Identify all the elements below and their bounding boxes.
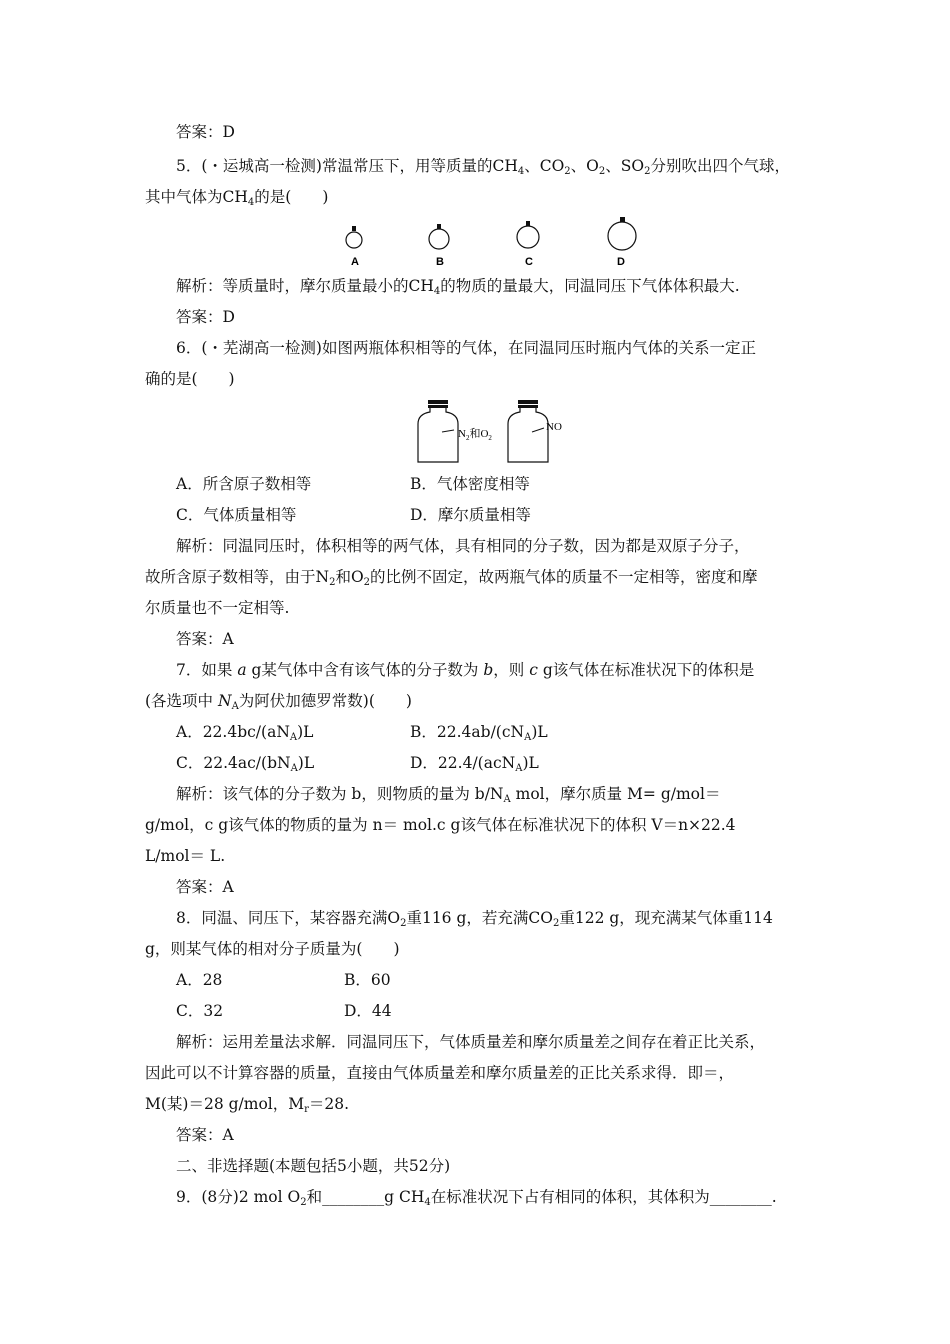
q7-stem-line2: (各选项中 $N_A$为阿伏加德罗常数)( ) [145, 692, 412, 712]
balloon-label-c: C [525, 256, 533, 268]
q7-analysis-line3: L/mol＝ L. [145, 847, 226, 865]
balloon-label-a: A [351, 256, 359, 268]
bottles-figure [412, 396, 582, 468]
q6-option-a: A．所含原子数相等 [176, 475, 312, 493]
balloon-c-icon [517, 221, 539, 248]
q6-option-b: B．气体密度相等 [410, 475, 530, 493]
q8-analysis-line2: 因此可以不计算容器的质量，直接由气体质量差和摩尔质量差的正比关系求得．即＝， [145, 1064, 735, 1082]
q5-answer: 答案：D [176, 308, 235, 326]
q8-analysis-line3: M(某)＝28 g/mol，$M_r=28$. [145, 1095, 350, 1115]
balloon-label-b: B [436, 256, 444, 268]
bottle1-label: $N_2$和$O_2$ [458, 428, 492, 442]
balloon-label-d: D [617, 256, 625, 268]
balloon-b-icon [429, 224, 449, 249]
q7-option-b: B．$22.4ab/(cN_A)L$ [410, 723, 548, 743]
bottle2-label: NO [546, 421, 562, 433]
q8-option-d: D．44 [344, 1002, 392, 1020]
q7-stem-line1: 7．如果 a g某气体中含有该气体的分子数为 b，则 c g该气体在标准状况下的体积是 [176, 661, 755, 679]
q6-stem-line1: 6．(・芜湖高一检测)如图两瓶体积相等的气体，在同温同压时瓶内气体的关系一定正 [176, 339, 756, 357]
q5-analysis: 解析：等质量时，摩尔质量最小的$CH_4$的物质的量最大，同温同压下气体体积最大. [176, 277, 740, 297]
q7-analysis-line2: g/mol，c g该气体的物质的量为 n＝ mol.c g该气体在标准状况下的体积 V＝n×22.4 [145, 816, 736, 834]
q8-analysis-line1: 解析：运用差量法求解．同温同压下，气体质量差和摩尔质量差之间存在着正比关系， [176, 1033, 766, 1051]
q6-answer: 答案：A [176, 630, 234, 648]
q5-stem-line2: 其中气体为$CH_4$的是( ) [145, 188, 329, 208]
q4-answer: 答案：D [176, 123, 235, 141]
q8-stem-line1: 8．同温、同压下，某容器充满$O_2$重116 g，若充满$CO_2$重122 g，现充满某气体重114 [176, 909, 773, 929]
balloon-d-icon [608, 217, 636, 250]
balloon-figure [330, 212, 650, 268]
balloon-a-icon [346, 226, 362, 248]
q7-answer: 答案：A [176, 878, 234, 896]
q6-analysis-line3: 尔质量也不一定相等. [145, 599, 290, 617]
q7-option-a: A．$22.4bc/(aN_A)L$ [176, 723, 314, 743]
q6-option-c: C．气体质量相等 [176, 506, 297, 524]
q8-option-a: A．28 [176, 971, 223, 989]
q8-answer: 答案：A [176, 1126, 234, 1144]
q6-analysis-line1: 解析：同温同压时，体积相等的两气体，具有相同的分子数，因为都是双原子分子， [176, 537, 750, 555]
section2-title: 二、非选择题(本题包括5小题，共52分) [176, 1157, 451, 1175]
bottle-n2-o2-icon [418, 400, 458, 462]
q8-stem-line2: g，则某气体的相对分子质量为( ) [145, 940, 400, 958]
q6-analysis-line2: 故所含原子数相等，由于$N_2$和$O_2$的比例不固定，故两瓶气体的质量不一定相等，密度和摩 [145, 568, 758, 588]
q6-stem-line2: 确的是( ) [145, 370, 235, 388]
bottle-no-icon [508, 400, 548, 462]
q6-option-d: D．摩尔质量相等 [410, 506, 531, 524]
q9-stem: 9．(8分)2 mol $O_2$和________g $CH_4$在标准状况下占有相同的体积，其体积为________. [176, 1188, 777, 1208]
q7-option-d: D．22.4/(acN$_A$)L [410, 754, 539, 774]
q7-analysis-line1: 解析：该气体的分子数为 b，则物质的量为 $b/N_A$ mol，摩尔质量 M= g/mol＝ [176, 785, 721, 805]
q5-stem-line1: 5．(・运城高一检测)常温常压下，用等质量的$CH_4$、$CO_2$、$O_2$、$SO_2$分别吹出四个气球， [176, 157, 790, 177]
q8-option-c: C．32 [176, 1002, 224, 1020]
q7-option-c: C．$22.4ac/(bN_A)L$ [176, 754, 315, 774]
q8-option-b: B．60 [344, 971, 391, 989]
